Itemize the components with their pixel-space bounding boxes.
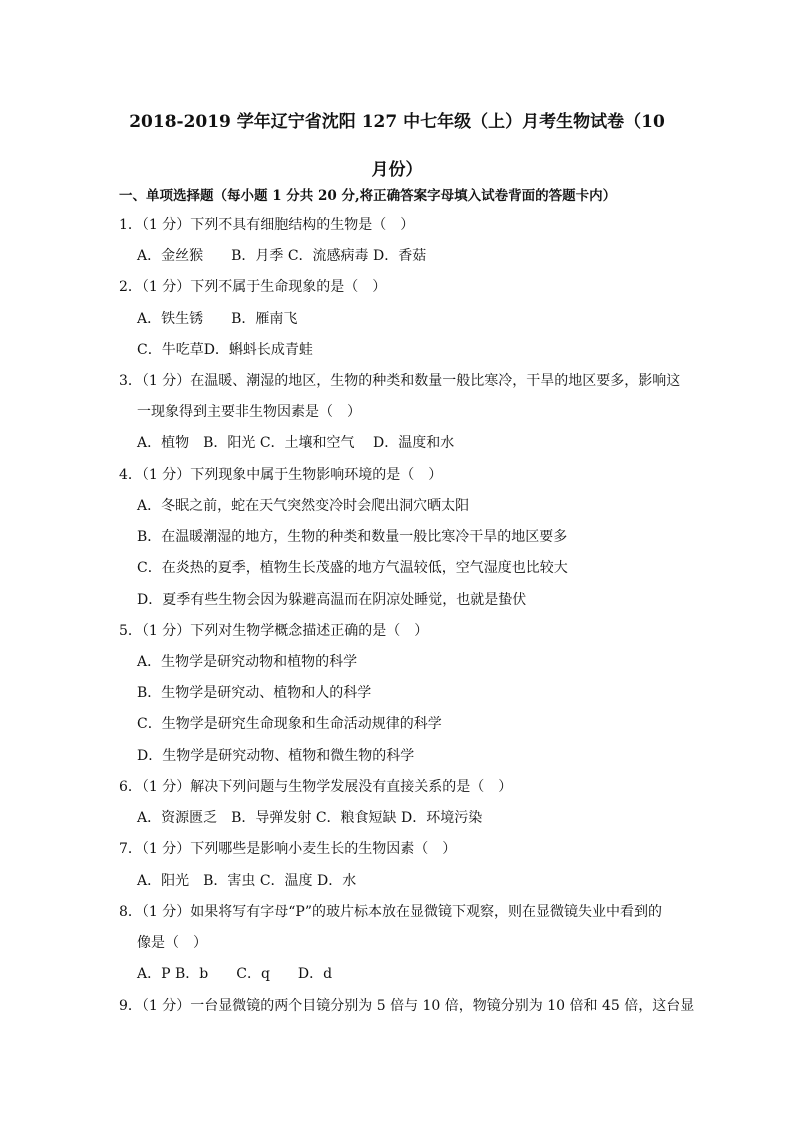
question-4-option-c: C．在炎热的夏季，植物生长茂盛的地方气温较低，空气湿度也比较大 [137, 560, 568, 576]
question-1-stem: 1．（1 分）下列不具有细胞结构的生物是（ ） [119, 217, 415, 233]
question-6-stem: 6．（1 分）解决下列问题与生物学发展没有直接关系的是（ ） [119, 779, 513, 795]
question-8-options: A．P B．b C．q D．d [137, 966, 333, 982]
question-8-stem: 8．（1 分）如果将写有字母“P”的玻片标本放在显微镜下观察，则在显微镜失业中看到的 [119, 904, 662, 920]
question-5-option-c: C．生物学是研究生命现象和生命活动规律的科学 [137, 716, 442, 732]
question-5-option-b: B．生物学是研究动、植物和人的科学 [137, 685, 372, 701]
question-4-option-b: B．在温暖潮湿的地方，生物的种类和数量一般比寒冷干旱的地区要多 [137, 529, 568, 545]
question-5-option-d: D．生物学是研究动物、植物和微生物的科学 [137, 748, 415, 764]
question-5-option-a: A．生物学是研究动物和植物的科学 [137, 654, 358, 670]
question-3-stem-cont [137, 397, 361, 428]
question-2-stem: 2．（1 分）下列不属于生命现象的是（ ） [119, 279, 387, 295]
section-heading: 一、单项选择题（每小题 1 分共 20 分,将正确答案字母填入试卷背面的答题卡内） [119, 188, 617, 204]
question-6-options: A．资源匮乏 B．导弹发射 C．粮食短缺 D．环境污染 [137, 810, 483, 826]
question-4-option-a: A．冬眠之前，蛇在天气突然变冷时会爬出洞穴晒太阳 [137, 498, 470, 514]
question-7-stem: 7．（1 分）下列哪些是影响小麦生长的生物因素（ ） [119, 841, 457, 857]
question-5-stem: 5．（1 分）下列对生物学概念描述正确的是（ ） [119, 623, 429, 639]
question-7-options: A．阳光 B．害虫 C．温度 D．水 [137, 873, 357, 889]
question-2-options-row-2: C．牛吃草D．蝌蚪长成青蛙 [137, 342, 313, 358]
question-4-stem: 4．（1 分）下列现象中属于生物影响环境的是（ ） [119, 467, 443, 483]
question-2-options-row-1: A．铁生锈 B．雁南飞 [137, 311, 298, 327]
question-3-stem-line-2: 一现象得到主要非生物因素是（ ） [137, 404, 361, 420]
question-8-stem-line-2: 像是（ ） [137, 935, 207, 951]
question-3-stem: 3．（1 分）在温暖、潮湿的地区，生物的种类和数量一般比寒冷，干旱的地区要多，影响这 [119, 373, 681, 389]
exam-title-line-2: 月份） [371, 160, 423, 180]
question-9-stem: 9．（1 分）一台显微镜的两个目镜分别为 5 倍与 10 倍，物镜分别为 10 倍和 45 倍，这台显 [119, 998, 695, 1014]
exam-title [100, 98, 694, 194]
question-1-options: A．金丝猴 B．月季 C．流感病毒 D．香菇 [137, 248, 427, 264]
exam-title-line-1: 2018-2019 学年辽宁省沈阳 127 中七年级（上）月考生物试卷（10 [129, 112, 665, 132]
question-3-options: A．植物 B．阳光 C．土壤和空气 D．温度和水 [137, 435, 455, 451]
question-4-option-d: D．夏季有些生物会因为躲避高温而在阴凉处睡觉，也就是蛰伏 [137, 592, 527, 608]
